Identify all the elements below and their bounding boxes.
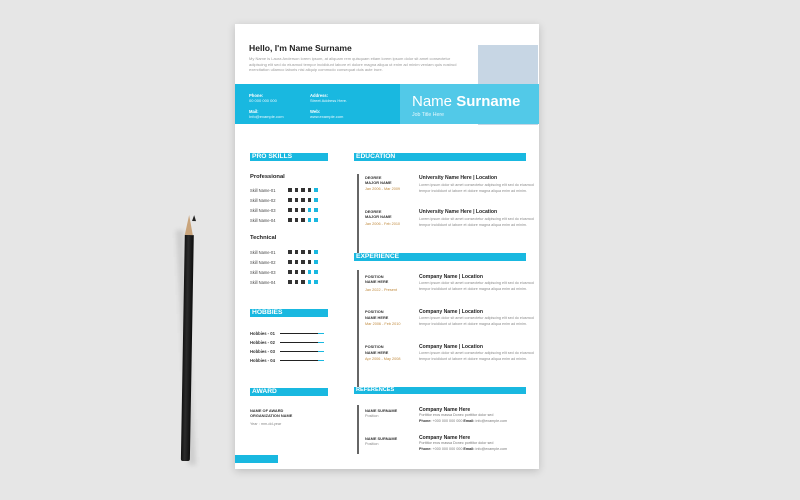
experience-title: Company Name | Location	[419, 274, 483, 280]
mail-value: Info@example.com	[249, 114, 284, 119]
skill-rating	[288, 280, 318, 284]
hobby-name: Hobbies - 01	[250, 331, 275, 336]
reference-phone: +000 000 000 000	[432, 419, 463, 423]
rating-square-filled	[288, 218, 292, 222]
education-description: Lorem ipsum dolor sit amet consectetur adipiscing elit sed do eiusmod tempor incididunt ut labore et dolore magna aliqua enim ad minim.	[419, 183, 534, 193]
pencil-tip	[185, 215, 193, 235]
skill-rating	[288, 188, 318, 192]
address-label: Address:	[310, 93, 329, 98]
rating-square-filled	[301, 188, 305, 192]
reference-company: Company Name Here	[419, 407, 471, 413]
reference-phone-label: Phone:	[419, 447, 432, 451]
rating-square-empty	[314, 198, 318, 202]
section-heading-pro-skills: PRO SKILLS	[250, 153, 328, 161]
rating-square-empty	[308, 218, 312, 222]
award-year: Year : mm-dd-year	[250, 422, 282, 426]
hobby-bar	[280, 342, 324, 343]
skill-name: Skill Name-04	[250, 279, 276, 285]
reference-text: Porttitor eros massa Donec porttitor dolor sed	[419, 441, 494, 445]
skill-rating	[288, 250, 318, 254]
hobby-bar	[280, 360, 324, 361]
experience-date: Jan 2022 - Present	[365, 288, 398, 292]
reference-name: NAME SURNAME	[365, 408, 398, 413]
education-degree: DEGREE	[365, 209, 382, 214]
rating-square-filled	[301, 260, 305, 264]
web-label: Web:	[310, 109, 321, 114]
phone-label: Phone:	[249, 93, 264, 98]
full-name	[412, 93, 520, 110]
reference-role: Position	[365, 442, 379, 446]
education-major: MAJOR NAME	[365, 214, 392, 219]
hobby-row	[250, 329, 324, 338]
last-name: Surname	[456, 93, 521, 110]
rating-square-empty	[314, 218, 318, 222]
award-name: NAME OF AWARD	[250, 408, 284, 413]
award-organization: ORGANIZATION NAME	[250, 413, 293, 418]
rating-square-empty	[308, 208, 312, 212]
reference-phone-label: Phone:	[419, 419, 432, 423]
hobby-list	[250, 329, 324, 365]
rating-square-filled	[295, 260, 299, 264]
hobby-row	[250, 356, 324, 365]
rating-square-empty	[308, 270, 312, 274]
skill-rating	[288, 260, 318, 264]
experience-name: NAME HERE	[365, 279, 389, 284]
experience-description: Lorem ipsum dolor sit amet consectetur adipiscing elit sed do eiusmod tempor incididunt ut labore et dolore magna aliqua enim ad minim.	[419, 351, 534, 361]
experience-position: POSITION	[365, 274, 384, 279]
rating-square-filled	[288, 188, 292, 192]
rating-square-filled	[308, 250, 312, 254]
rating-square-filled	[288, 250, 292, 254]
rating-square-filled	[295, 208, 299, 212]
reference-email[interactable]: info@example.com	[475, 419, 508, 423]
rating-square-filled	[301, 250, 305, 254]
skill-row	[250, 185, 318, 195]
rating-square-filled	[288, 280, 292, 284]
hobby-name: Hobbies - 04	[250, 358, 275, 363]
hobby-row	[250, 338, 324, 347]
rating-square-filled	[288, 198, 292, 202]
reference-text: Porttitor eros massa Donec porttitor dolor sed	[419, 413, 494, 417]
rating-square-empty	[314, 260, 318, 264]
education-title: University Name Here | Location	[419, 209, 498, 215]
pencil-lead	[192, 215, 196, 221]
education-date: Jan 2006 - Feb 2010	[365, 222, 401, 226]
experience-name: NAME HERE	[365, 350, 389, 355]
phone-value: 00 000 000 000	[249, 98, 277, 103]
rating-square-empty	[314, 250, 318, 254]
rating-square-filled	[295, 198, 299, 202]
skill-name: Skill Name-02	[250, 259, 276, 265]
skill-name: Skill Name-04	[250, 217, 276, 223]
rating-square-filled	[288, 260, 292, 264]
section-heading-references: REFERENCES	[354, 387, 526, 394]
experience-position: POSITION	[365, 344, 384, 349]
skill-row	[250, 195, 318, 205]
skill-group-title: Technical	[250, 235, 277, 241]
reference-role: Position	[365, 414, 379, 418]
hobby-bar-accent	[318, 333, 324, 334]
section-heading-award: AWARD	[250, 388, 328, 396]
rating-square-filled	[301, 280, 305, 284]
experience-description: Lorem ipsum dolor sit amet consectetur adipiscing elit sed do eiusmod tempor incididunt ut labore et dolore magna aliqua enim ad minim.	[419, 281, 534, 291]
education-timeline	[357, 174, 359, 254]
experience-date: Apr 2006 - May 2008	[365, 357, 401, 361]
education-degree: DEGREE	[365, 175, 382, 180]
rating-square-filled	[301, 218, 305, 222]
rating-square-empty	[314, 208, 318, 212]
skill-list-technical	[250, 247, 318, 287]
skill-name: Skill Name-02	[250, 197, 276, 203]
intro-paragraph: My Name is Laura Anderson lorem ipsum, at aliquam rem quisquam etiam lorem ipsum dolor sit amet consectetur adipiscing elit sed do eiusmod tempor incididunt labore et dolore magna aliqua ut enim ad minim veniam quis nostrud exercitation ullamco laboris nisi aliquip commodo consequat duis aute irure.	[249, 56, 457, 73]
education-title: University Name Here | Location	[419, 175, 498, 181]
reference-company: Company Name Here	[419, 435, 471, 441]
references-timeline	[357, 405, 359, 454]
education-major: MAJOR NAME	[365, 180, 392, 185]
rating-square-empty	[314, 280, 318, 284]
rating-square-filled	[295, 188, 299, 192]
hobby-bar-accent	[318, 351, 324, 352]
rating-square-filled	[301, 208, 305, 212]
rating-square-filled	[308, 198, 312, 202]
rating-square-filled	[295, 280, 299, 284]
reference-contact	[419, 419, 507, 425]
hobby-bar-accent	[318, 342, 324, 343]
rating-square-filled	[295, 250, 299, 254]
skill-rating	[288, 198, 318, 202]
web-value: www.example.com	[310, 114, 344, 119]
education-date: Jan 2006 - Mar 2009	[365, 187, 401, 191]
skill-list-professional	[250, 185, 318, 225]
experience-title: Company Name | Location	[419, 309, 483, 315]
experience-position: POSITION	[365, 309, 384, 314]
rating-square-filled	[301, 270, 305, 274]
skill-row	[250, 267, 318, 277]
hobby-name: Hobbies - 02	[250, 340, 275, 345]
reference-name: NAME SURNAME	[365, 436, 398, 441]
rating-square-filled	[288, 270, 292, 274]
skill-name: Skill Name-01	[250, 249, 276, 255]
skill-group-title: Professional	[250, 174, 285, 180]
hobby-bar-accent	[318, 360, 324, 361]
skill-row	[250, 257, 318, 267]
rating-square-filled	[288, 208, 292, 212]
section-heading-hobbies: HOBBIES	[250, 309, 328, 317]
experience-timeline	[357, 270, 359, 387]
rating-square-filled	[301, 198, 305, 202]
first-name: Name	[412, 93, 453, 110]
footer-accent-bar	[235, 455, 278, 463]
hobby-name: Hobbies - 03	[250, 349, 275, 354]
skill-row	[250, 277, 318, 287]
rating-square-filled	[308, 188, 312, 192]
greeting-title: Hello, I'm Name Surname	[249, 43, 352, 53]
reference-email-label: Email:	[463, 447, 475, 451]
job-title: Job Title Here	[412, 112, 445, 118]
skill-row	[250, 205, 318, 215]
reference-email[interactable]: info@example.com	[475, 447, 508, 451]
rating-square-filled	[295, 270, 299, 274]
skill-row	[250, 215, 318, 225]
rating-square-empty	[314, 270, 318, 274]
experience-description: Lorem ipsum dolor sit amet consectetur adipiscing elit sed do eiusmod tempor incididunt ut labore et dolore magna aliqua enim ad minim.	[419, 316, 534, 326]
rating-square-filled	[295, 218, 299, 222]
reference-email-label: Email:	[463, 419, 475, 423]
skill-rating	[288, 270, 318, 274]
resume-page	[235, 24, 539, 469]
address-value: Street Address Here.	[310, 98, 348, 103]
skill-rating	[288, 208, 318, 212]
skill-rating	[288, 218, 318, 222]
experience-date: Mar 2006 - Feb 2010	[365, 322, 401, 326]
reference-phone: +000 000 000 000	[432, 447, 463, 451]
skill-row	[250, 247, 318, 257]
section-heading-experience: EXPERIENCE	[354, 253, 526, 261]
education-description: Lorem ipsum dolor sit amet consectetur adipiscing elit sed do eiusmod tempor incididunt ut labore et dolore magna aliqua enim ad minim.	[419, 217, 534, 227]
skill-name: Skill Name-03	[250, 207, 276, 213]
hobby-bar	[280, 333, 324, 334]
rating-square-empty	[308, 280, 312, 284]
section-heading-education: EDUCATION	[354, 153, 526, 161]
rating-square-empty	[314, 188, 318, 192]
experience-name: NAME HERE	[365, 315, 389, 320]
reference-contact	[419, 447, 507, 453]
rating-square-filled	[308, 260, 312, 264]
mail-label: Mail:	[249, 109, 259, 114]
experience-title: Company Name | Location	[419, 344, 483, 350]
skill-name: Skill Name-03	[250, 269, 276, 275]
hobby-bar	[280, 351, 324, 352]
skill-name: Skill Name-01	[250, 187, 276, 193]
hobby-row	[250, 347, 324, 356]
